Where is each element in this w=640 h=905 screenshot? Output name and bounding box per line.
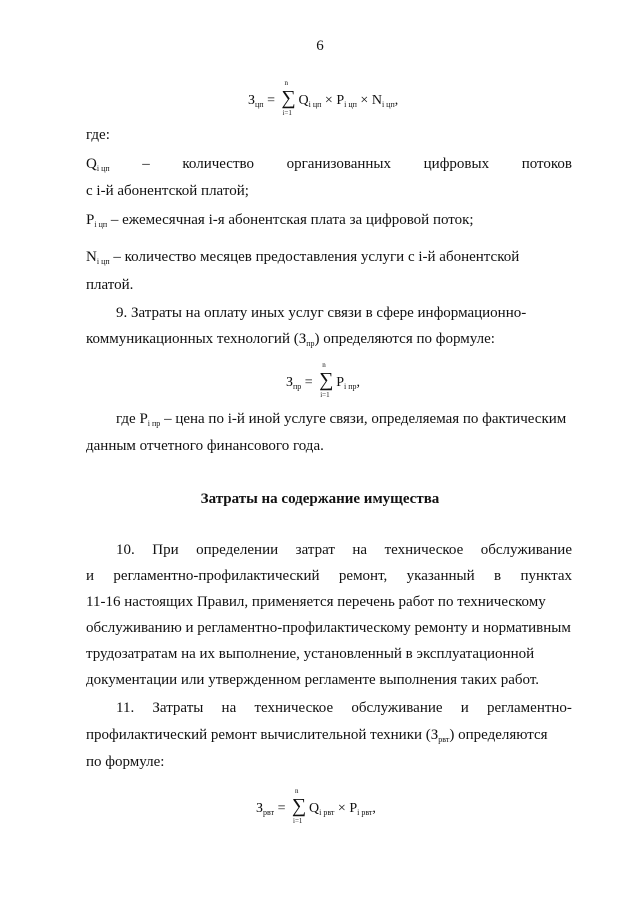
item-10-line-2: и регламентно-профилактический ремонт, указанный в пунктах [86,568,572,584]
formula-digital-streams: $З_{цп}$ = n ∑ i=1 $Q_{i цп} \times P_{i цп} \times N_{i цп}$, [248,79,399,117]
sum-sign: n ∑ i=1 [291,787,307,825]
item-10-line-4: обслуживанию и регламентно-профилактическому ремонту и нормативным [86,620,571,636]
definition-n: $N_{i цп}$ – количество месяцев предоставления услуги с i-й абонентской [86,249,520,266]
item-10-line-6: документации или утвержденном регламенте выполнения таких работ. [86,672,540,688]
item-9-line-2: коммуникационных технологий $(З_{пр})$ определяются по формуле: [86,331,495,348]
definition-n-cont: платой. [86,277,134,293]
where-label: где: [86,127,110,143]
page-number: 6 [316,38,324,54]
where-2-line-1: где $P_{i пр}$ – цена по i-й иной услуге связи, определяемая по фактическим [116,411,567,428]
item-10-line-5: трудозатратам на их выполнение, установленный в эксплуатационной [86,646,535,662]
section-heading: Затраты на содержание имущества [200,491,440,507]
sum-sign: n ∑ i=1 [281,79,296,117]
formula-other-services: $З_{пр}$ = n ∑ i=1 $P_{i пр}$, [286,361,361,399]
item-10-line-3: 11-16 настоящих Правил, применяется перечень работ по техническому [86,594,546,610]
item-11-line-1: 11. Затраты на техническое обслуживание и регламентно- [116,700,572,716]
item-10-line-1: 10. При определении затрат на техническое обслуживание [116,542,572,558]
definition-q: $Q_{i цп}$ – количество организованных цифровых потоков [86,156,572,173]
item-11-line-2: профилактический ремонт вычислительной техники $(З_{рвт})$ определяются [86,727,548,744]
item-9-line-1: 9. Затраты на оплату иных услуг связи в сфере информационно- [116,305,527,321]
where-2-line-2: данным отчетного финансового года. [86,438,324,454]
formula-computer-maintenance: $З_{рвт}$ = n ∑ i=1 $Q_{i рвт} \times P_{i рвт}$, [256,787,376,825]
item-11-line-3: по формуле: [86,754,165,770]
definition-q-cont: с i-й абонентской платой; [86,183,249,199]
sum-sign: n ∑ i=1 [319,361,334,399]
definition-p: $P_{i цп}$ – ежемесячная i-я абонентская плата за цифровой поток; [86,212,474,229]
